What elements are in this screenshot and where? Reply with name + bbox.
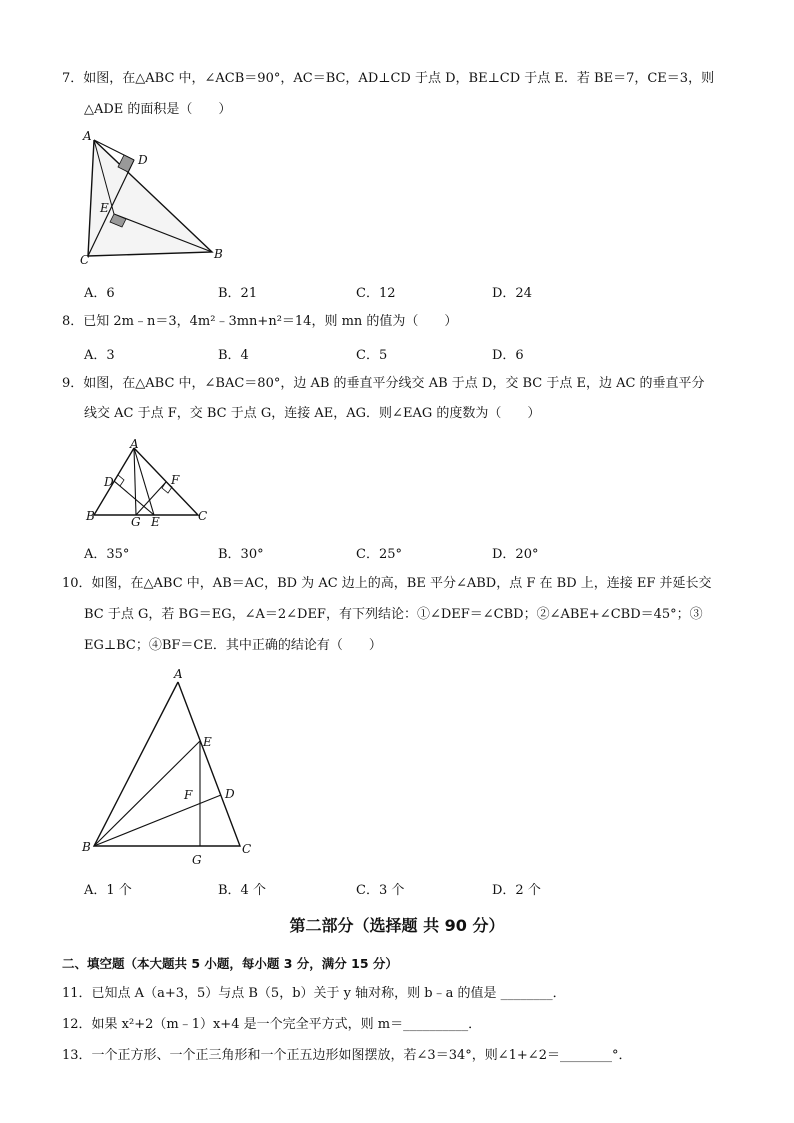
q9-figure bbox=[84, 436, 214, 528]
q12-text: 12．如果 x²+2（m﹣1）x+4 是一个完全平方式，则 m＝__________． bbox=[62, 1017, 482, 1032]
part2-heading: 二、填空题（本大题共 5 小题，每小题 3 分，满分 15 分） bbox=[62, 956, 398, 971]
q7-label-d: D bbox=[138, 153, 148, 167]
q7-option-a[interactable]: A．6 bbox=[84, 286, 115, 301]
q9-label-d: D bbox=[104, 475, 114, 489]
q9-text-line2: 线交 AC 于点 F，交 BC 于点 G，连接 AE，AG．则∠EAG 的度数为（ ） bbox=[84, 406, 541, 421]
q8-option-a[interactable]: A．3 bbox=[84, 348, 115, 363]
q10-text-line2: BC 于点 G，若 BG＝EG，∠A＝2∠DEF，有下列结论：①∠DEF＝∠CBD；②∠ABE+∠CBD＝45°；③ bbox=[84, 607, 703, 622]
q9-option-d[interactable]: D．20° bbox=[492, 547, 539, 562]
q7-option-b[interactable]: B．21 bbox=[218, 286, 258, 301]
q9-label-c: C bbox=[198, 509, 208, 523]
q10-option-d[interactable]: D．2 个 bbox=[492, 883, 541, 898]
q10-label-g: G bbox=[192, 853, 202, 867]
q10-option-c[interactable]: C．3 个 bbox=[356, 883, 405, 898]
q9-line-fg bbox=[136, 482, 166, 515]
section-title: 第二部分（选择题 共 90 分） bbox=[289, 916, 505, 935]
q9-option-a[interactable]: A．35° bbox=[84, 547, 130, 562]
q8-option-b[interactable]: B．4 bbox=[218, 348, 249, 363]
q7-label-e: E bbox=[100, 201, 109, 215]
q10-text-line3: EG⊥BC；④BF＝CE．其中正确的结论有（ ） bbox=[84, 638, 382, 653]
q9-right-angle-d bbox=[114, 475, 124, 486]
q10-label-b: B bbox=[82, 840, 91, 854]
q11-text: 11．已知点 A（a+3，5）与点 B（5，b）关于 y 轴对称，则 b﹣a 的值是 ________． bbox=[62, 986, 566, 1001]
q9-label-e: E bbox=[151, 515, 160, 528]
q7-label-c: C bbox=[80, 253, 90, 267]
q10-option-b[interactable]: B．4 个 bbox=[218, 883, 266, 898]
q8-text: 8．已知 2m﹣n＝3，4m²﹣3mn+n²＝14，则 mn 的值为（ ） bbox=[62, 314, 458, 329]
q13-text: 13．一个正方形、一个正三角形和一个正五边形如图摆放，若∠3＝34°，则∠1+∠2＝________°． bbox=[62, 1048, 632, 1063]
q8-option-c[interactable]: C．5 bbox=[356, 348, 388, 363]
q10-label-a: A bbox=[174, 667, 183, 681]
q9-label-f: F bbox=[171, 473, 180, 487]
q9-line-ag bbox=[134, 448, 136, 515]
q7-text-line2: △ADE 的面积是（ ） bbox=[84, 102, 232, 117]
q7-figure bbox=[78, 128, 228, 268]
q9-text-line1: 9．如图，在△ABC 中，∠BAC＝80°，边 AB 的垂直平分线交 AB 于点 D，交 BC 于点 E，边 AC 的垂直平分 bbox=[62, 376, 705, 391]
q7-label-b: B bbox=[214, 247, 223, 261]
q10-triangle-abc bbox=[94, 682, 240, 846]
q7-text-line1: 7．如图，在△ABC 中，∠ACB＝90°，AC＝BC，AD⊥CD 于点 D，BE⊥CD 于点 E．若 BE＝7，CE＝3，则 bbox=[62, 71, 715, 86]
q10-label-e: E bbox=[203, 735, 212, 749]
q9-label-b: B bbox=[86, 509, 95, 523]
q9-option-b[interactable]: B．30° bbox=[218, 547, 264, 562]
q7-option-c[interactable]: C．12 bbox=[356, 286, 396, 301]
q10-label-d: D bbox=[225, 787, 235, 801]
q10-label-c: C bbox=[242, 842, 252, 856]
q10-option-a[interactable]: A．1 个 bbox=[84, 883, 132, 898]
q7-triangle-fill bbox=[88, 140, 212, 256]
q10-text-line1: 10．如图，在△ABC 中，AB＝AC，BD 为 AC 边上的高，BE 平分∠ABD，点 F 在 BD 上，连接 EF 并延长交 bbox=[62, 576, 712, 591]
q10-line-bd bbox=[94, 795, 221, 846]
q9-option-c[interactable]: C．25° bbox=[356, 547, 402, 562]
q10-label-f: F bbox=[184, 788, 193, 802]
q7-option-d[interactable]: D．24 bbox=[492, 286, 532, 301]
q9-label-g: G bbox=[131, 515, 141, 528]
q8-option-d[interactable]: D．6 bbox=[492, 348, 524, 363]
q7-label-a: A bbox=[83, 129, 92, 143]
q10-figure bbox=[78, 664, 268, 874]
q9-label-a: A bbox=[130, 437, 139, 451]
